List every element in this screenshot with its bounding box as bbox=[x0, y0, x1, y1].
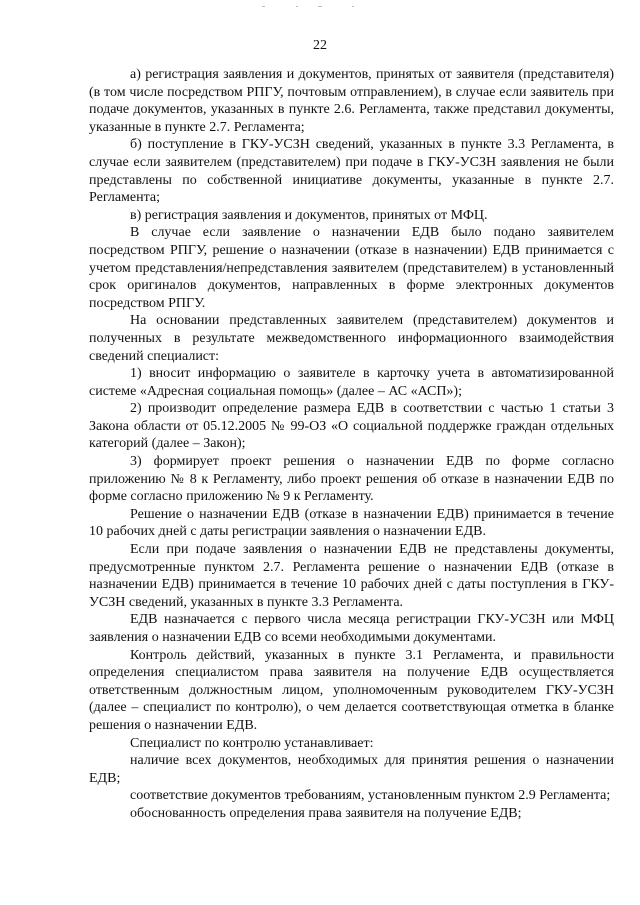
scan-speck bbox=[352, 6, 354, 7]
document-body bbox=[89, 66, 614, 823]
scan-speck bbox=[296, 6, 298, 7]
paragraph-specialist-intro: На основании представленных заявителем (представителем) документов и полученных в результате межведомственного информационного взаимодействия сведений специалист: bbox=[89, 313, 614, 364]
paragraph-assignment-date: ЕДВ назначается с первого числа месяца регистрации ГКУ-УСЗН или МФЦ заявления о назначении ЕДВ со всеми необходимыми документами. bbox=[89, 612, 614, 645]
paragraph-item-v: в) регистрация заявления и документов, принятых от МФЦ. bbox=[130, 207, 488, 223]
paragraph-step-1: 1) вносит информацию о заявителе в карточку учета в автоматизированной системе «Адресная социальная помощь» (далее – АС «АСП»); bbox=[89, 366, 614, 399]
paragraph-item-a: а) регистрация заявления и документов, принятых от заявителя (представителя) (в том числе посредством РПГУ, почтовым отправлением), в случае если заявитель при подаче документов, указанных в пункте 2.6. Регламента, также представил документы, указанные в пункте 2.7. Регламента; bbox=[89, 67, 614, 135]
paragraph-item-b: б) поступление в ГКУ-УСЗН сведений, указанных в пункте 3.3 Регламента, в случае если заявителем (представителем) при подаче в ГКУ-УСЗН заявления не были представлены по собственной инициативе документы, указанные в пункте 2.7. Регламента; bbox=[89, 137, 614, 206]
paragraph-check-documents: наличие всех документов, необходимых для принятия решения о назначении ЕДВ; bbox=[89, 753, 614, 786]
page-number: 22 bbox=[313, 38, 327, 53]
paragraph-rpgu-decision: В случае если заявление о назначении ЕДВ было подано заявителем посредством РПГУ, решение о назначении (отказе в назначении) ЕДВ принимается с учетом представления/непредставления заявителем (представителем) в установленный срок оригиналов документов, направленных в форме электронных документов посредством РПГУ. bbox=[89, 225, 614, 311]
paragraph-control: Контроль действий, указанных в пункте 3.1 Регламента, и правильности определения специалистом права заявителя на получение ЕДВ осуществляется ответственным должностным лицом, уполномоченным руководителем ГКУ-УСЗН (далее – специалист по контролю), о чем делается соответствующая отметка в бланке решения о назначении ЕДВ. bbox=[89, 647, 614, 733]
paragraph-step-3: 3) формирует проект решения о назначении ЕДВ по форме согласно приложению № 8 к Регламенту, либо проект решения об отказе в назначении ЕДВ по форме согласно приложению № 9 к Регламенту. bbox=[89, 454, 614, 505]
paragraph-missing-docs: Если при подаче заявления о назначении ЕДВ не представлены документы, предусмотренные пунктом 2.7. Регламента решение о назначении ЕДВ (отказе в назначении ЕДВ) принимается в течение 10 рабочих дней с даты поступления в ГКУ-УСЗН сведений, указанных в пункте 3.3 Регламента. bbox=[89, 542, 614, 610]
scan-speck bbox=[318, 6, 322, 7]
paragraph-decision-term: Решение о назначении ЕДВ (отказе в назначении ЕДВ) принимается в течение 10 рабочих дней с даты регистрации заявления о назначении ЕДВ. bbox=[89, 506, 614, 540]
scan-speck bbox=[262, 6, 265, 7]
paragraph-check-compliance: соответствие документов требованиям, установленным пунктом 2.9 Регламента; bbox=[130, 788, 611, 804]
paragraph-control-specialist: Специалист по контролю устанавливает: bbox=[130, 735, 374, 751]
paragraph-check-justification: обоснованность определения права заявителя на получение ЕДВ; bbox=[130, 805, 522, 821]
paragraph-step-2: 2) производит определение размера ЕДВ в соответствии с частью 1 статьи 3 Закона области от 05.12.2005 № 99-ОЗ «О социальной поддержке граждан отдельных категорий (далее – Закон); bbox=[89, 401, 614, 452]
